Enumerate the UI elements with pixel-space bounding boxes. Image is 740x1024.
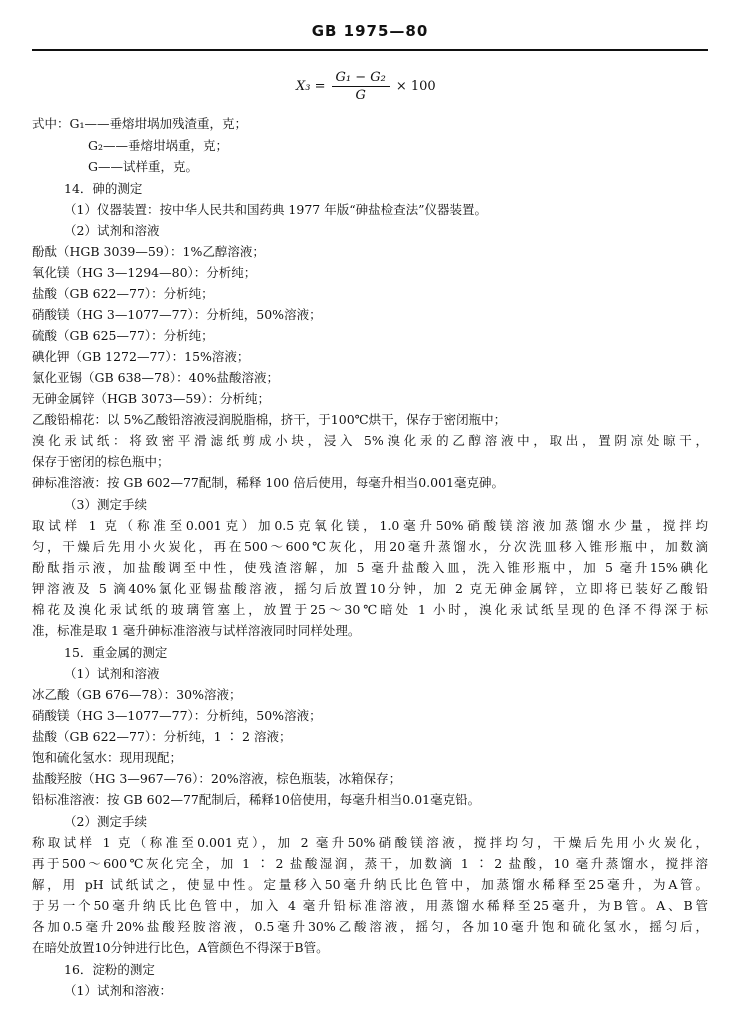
- text-line: 乙酸铅棉花：以 5%乙酸铅溶液浸润脱脂棉，挤干，于100℃烘干，保存于密闭瓶中；: [32, 412, 507, 427]
- text-line: 盐酸（GB 622—77）：分析纯，1 ∶ 2 溶液；: [32, 729, 292, 744]
- paragraph-line: 在暗处放置10分钟进行比色，A管颜色不得深于B管。: [32, 940, 329, 955]
- paragraph-line: 各加0.5毫升20%盐酸羟胺溶液，0.5毫升30%乙酸溶液，摇匀，各加10毫升饱和硫化氢水，摇匀后，: [32, 919, 708, 934]
- text-line: （1）仪器装置：按中华人民共和国药典 1977 年版“砷盐检查法”仪器装置。: [64, 202, 487, 217]
- paragraph-line: 匀，干燥后先用小火炭化，再在500～600℃灰化，用20毫升蒸馏水，分次洗皿移入锥形瓶中，加数滴: [32, 539, 708, 554]
- paragraph-line: 称取试样 1 克（称准至0.001克），加 2 毫升50%硝酸镁溶液，搅拌均匀，干燥后先用小火炭化，: [32, 835, 708, 850]
- text-line: 硝酸镁（HG 3—1077—77）：分析纯，50%溶液；: [32, 307, 322, 322]
- text-line: 溴化汞试纸：将致密平滑滤纸剪成小块，浸入 5%溴化汞的乙醇溶液中，取出，置阴凉处晾干，: [32, 433, 708, 448]
- text-line: G₂——垂熔坩埚重，克；: [88, 138, 228, 153]
- text-line: 砷标准溶液：按 GB 602—77配制，稀释 100 倍后使用，每毫升相当0.001毫克砷。: [32, 475, 504, 490]
- text-line: 硝酸镁（HG 3—1077—77）：分析纯，50%溶液；: [32, 708, 322, 723]
- formula-numerator: G₁ − G₂: [332, 70, 390, 87]
- paragraph-line: 准，标准是取 1 毫升砷标准溶液与试样溶液同时同样处理。: [32, 623, 361, 638]
- paragraph-line: 于另一个50毫升纳氏比色管中，加入 4 毫升铅标准溶液，用蒸馏水稀释至25毫升，为B管。A、B管: [32, 898, 708, 913]
- section-heading: 16．淀粉的测定: [64, 962, 155, 977]
- text-line: 硫酸（GB 625—77）：分析纯；: [32, 328, 214, 343]
- paragraph-line: 钾溶液及 5 滴40%氯化亚锡盐酸溶液，摇匀后放置10分钟，加 2 克无砷金属锌，立即将已装好乙酸铅: [32, 581, 708, 596]
- text-line: 氧化镁（HG 3—1294—80）：分析纯；: [32, 265, 257, 280]
- subsection-heading: （2）测定手续: [64, 814, 147, 829]
- text-line: 饱和硫化氢水：现用现配；: [32, 750, 183, 765]
- text-line: 冰乙酸（GB 676—78）：30%溶液；: [32, 687, 242, 702]
- text-line: 式中：G₁——垂熔坩埚加残渣重，克；: [32, 116, 247, 131]
- text-line: 碘化钾（GB 1272—77）：15%溶液；: [32, 349, 250, 364]
- text-line: G——试样重，克。: [88, 159, 198, 174]
- formula-multiplier: × 100: [395, 78, 436, 94]
- header-rule: [32, 49, 708, 51]
- text-line: 盐酸羟胺（HG 3—967—76）：20%溶液，棕色瓶装，冰箱保存；: [32, 771, 402, 786]
- subsection-heading: （3）测定手续: [64, 497, 147, 512]
- formula-fraction: [332, 70, 390, 103]
- paragraph-line: 棉花及溴化汞试纸的玻璃管塞上，放置于25～30℃暗处 1 小时，溴化汞试纸呈现的色泽不得深于标: [32, 602, 708, 617]
- paragraph-line: 再于500～600℃灰化完全，加 1 ∶ 2 盐酸湿润，蒸干，加数滴 1 ∶ 2 盐酸，10 毫升蒸馏水，搅拌溶: [32, 856, 708, 871]
- subsection-heading: （1）试剂和溶液: [64, 666, 160, 681]
- formula-denominator: G: [355, 87, 366, 103]
- paragraph-line: 解，用 pH 试纸试之，使显中性。定量移入50毫升纳氏比色管中，加蒸馏水稀释至25毫升，为A管。: [32, 877, 708, 892]
- text-line: 铅标准溶液：按 GB 602—77配制后，稀释10倍使用，每毫升相当0.01毫克铅。: [32, 792, 481, 807]
- standard-number-header: GB 1975—80: [311, 22, 429, 40]
- paragraph-line: 酚酞指示液，加盐酸调至中性，使残渣溶解，加 5 毫升盐酸入皿，洗入锥形瓶中，加 5 毫升15%碘化: [32, 560, 708, 575]
- text-line: 氯化亚锡（GB 638—78）：40%盐酸溶液；: [32, 370, 279, 385]
- section-heading: 14．砷的测定: [64, 181, 143, 196]
- section-heading: 15．重金属的测定: [64, 645, 168, 660]
- formula-x3: [296, 66, 436, 106]
- text-line: 保存于密闭的棕色瓶中；: [32, 454, 170, 469]
- text-line: 盐酸（GB 622—77）：分析纯；: [32, 286, 214, 301]
- paragraph-line: 取试样 1 克（称准至0.001克）加0.5克氧化镁，1.0毫升50%硝酸镁溶液加蒸馏水少量，搅拌均: [32, 518, 708, 533]
- subsection-heading: （1）试剂和溶液：: [64, 983, 172, 998]
- formula-lhs: X₃ =: [296, 78, 326, 94]
- text-line: 无砷金属锌（HGB 3073—59）：分析纯；: [32, 391, 271, 406]
- subsection-heading: （2）试剂和溶液: [64, 223, 160, 238]
- text-line: 酚酞（HGB 3039—59）：1%乙醇溶液；: [32, 244, 265, 259]
